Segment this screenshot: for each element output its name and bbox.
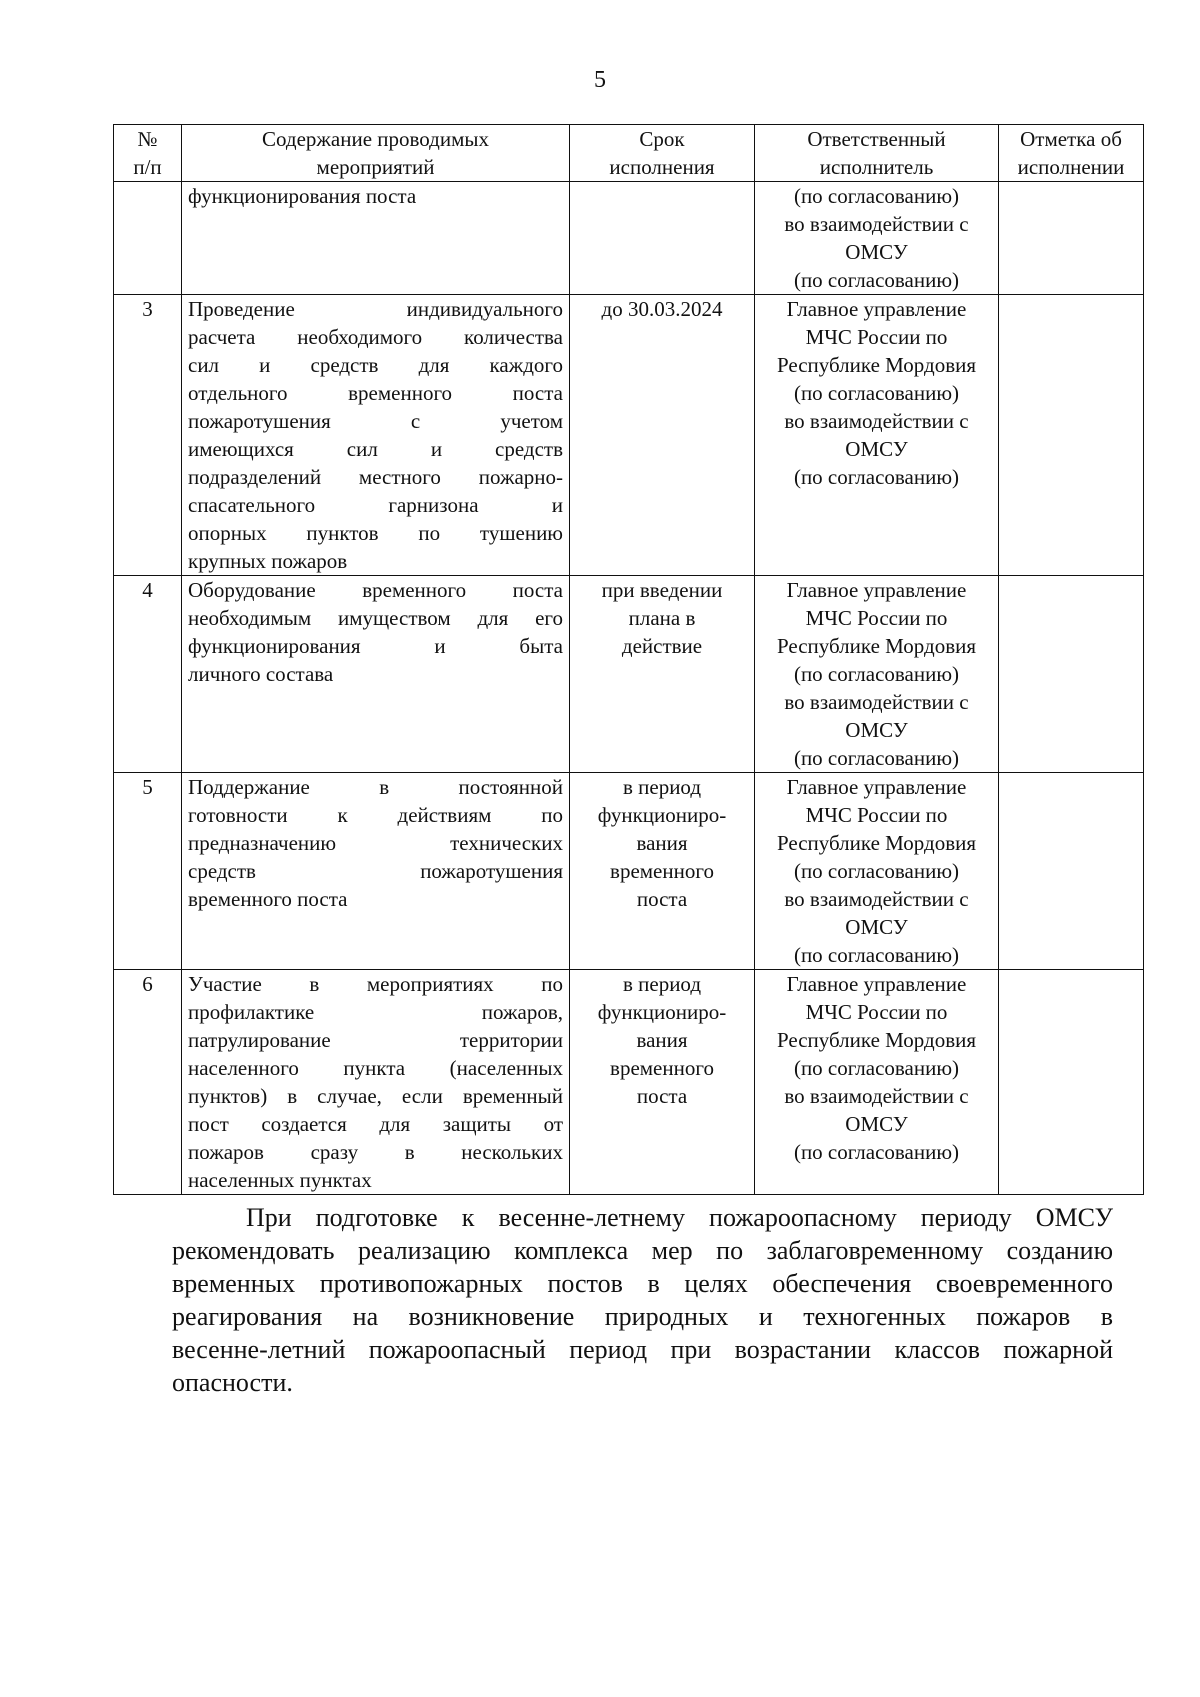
paragraph-line: весенне-летний пожароопасный период при возрастании классов пожарной (172, 1335, 1113, 1364)
paragraph-line: реагирования на возникновение природных и техногенных пожаров в (172, 1302, 1113, 1331)
deadline (570, 182, 755, 295)
header-responsible (755, 125, 999, 182)
measure-content (182, 182, 570, 295)
text-line: (по согласованию) (793, 943, 960, 967)
paragraph-line: опасности. (172, 1368, 293, 1397)
text-line: при введении (601, 578, 723, 602)
text-line: крупных пожаров (188, 549, 348, 573)
text-line: подразделений местного пожарно- (188, 465, 563, 489)
text-line: ОМСУ (845, 240, 908, 264)
table-row (114, 970, 1144, 1195)
text-line: (по согласованию) (793, 746, 960, 770)
paragraph-line: При подготовке к весенне-летнему пожароопасному периоду ОМСУ (246, 1203, 1113, 1232)
responsible-executor (755, 970, 999, 1195)
text-line: в период (622, 775, 702, 799)
paragraph-line: временных противопожарных постов в целях обеспечения своевременного (172, 1269, 1113, 1298)
text-line: временного (610, 1056, 714, 1080)
body-paragraph (172, 1201, 1113, 1399)
row-number (114, 182, 182, 295)
text-line: ОМСУ (845, 915, 908, 939)
text-line: Отметка об (1020, 127, 1122, 151)
text-line: пожаров сразу в нескольких (188, 1140, 563, 1164)
header-num (114, 125, 182, 182)
text-line: Проведение индивидуального (188, 297, 563, 321)
text-line: функционирования поста (188, 184, 417, 208)
text-line: № (137, 127, 158, 151)
text-line: патрулирование территории (188, 1028, 563, 1052)
text-line: (по согласованию) (793, 184, 960, 208)
deadline (570, 576, 755, 773)
text-line: средств пожаротушения (188, 859, 563, 883)
text-line: имеющихся сил и средств (188, 437, 563, 461)
text-line: (по согласованию) (793, 859, 960, 883)
text-line: Поддержание в постоянной (188, 775, 563, 799)
text-line: временного поста (188, 887, 348, 911)
text-line: опорных пунктов по тушению (188, 521, 563, 545)
execution-mark (999, 576, 1144, 773)
text-line: исполнитель (819, 155, 934, 179)
table-row (114, 576, 1144, 773)
responsible-executor (755, 576, 999, 773)
text-line: (по согласованию) (793, 662, 960, 686)
text-line: во взаимодействии с (784, 1084, 969, 1108)
text-line: п/п (133, 155, 162, 179)
responsible-executor (755, 295, 999, 576)
text-line: Главное управление (786, 578, 967, 602)
execution-mark (999, 182, 1144, 295)
text-line: населенных пунктах (188, 1168, 372, 1192)
text-line: исполнении (1017, 155, 1125, 179)
measures-table (113, 124, 1144, 1195)
row-number: 6 (114, 970, 182, 1195)
deadline (570, 970, 755, 1195)
deadline (570, 773, 755, 970)
text-line: действие (621, 634, 703, 658)
table-body (114, 182, 1144, 1195)
text-line: Республике Мордовия (776, 634, 977, 658)
text-line: функциониро- (597, 803, 727, 827)
text-line: функциониро- (597, 1000, 727, 1024)
text-line: спасательного гарнизона и (188, 493, 563, 517)
text-line: (по согласованию) (793, 268, 960, 292)
execution-mark (999, 295, 1144, 576)
execution-mark (999, 970, 1144, 1195)
text-line: ОМСУ (845, 437, 908, 461)
text-line: мероприятий (316, 155, 435, 179)
responsible-executor (755, 773, 999, 970)
measure-content (182, 295, 570, 576)
text-line: пост создается для защиты от (188, 1112, 563, 1136)
text-line: МЧС России по (805, 325, 948, 349)
text-line: вания (636, 1028, 688, 1052)
row-number: 4 (114, 576, 182, 773)
deadline (570, 295, 755, 576)
paragraph-line: рекомендовать реализацию комплекса мер по заблаговременному созданию (172, 1236, 1113, 1265)
text-line: функционирования и быта (188, 634, 563, 658)
text-line: поста (636, 1084, 688, 1108)
row-number: 3 (114, 295, 182, 576)
text-line: необходимым имуществом для его (188, 606, 563, 630)
text-line: Республике Мордовия (776, 1028, 977, 1052)
text-line: Республике Мордовия (776, 831, 977, 855)
table-row (114, 182, 1144, 295)
header-content (182, 125, 570, 182)
text-line: во взаимодействии с (784, 409, 969, 433)
text-line: (по согласованию) (793, 1056, 960, 1080)
text-line: (по согласованию) (793, 381, 960, 405)
header-term (570, 125, 755, 182)
text-line: пожаротушения с учетом (188, 409, 563, 433)
text-line: Срок (639, 127, 685, 151)
text-line: расчета необходимого количества (188, 325, 563, 349)
text-line: исполнения (609, 155, 715, 179)
text-line: профилактике пожаров, (188, 1000, 563, 1024)
text-line: (по согласованию) (793, 1140, 960, 1164)
text-line: до 30.03.2024 (601, 297, 723, 321)
execution-mark (999, 773, 1144, 970)
text-line: во взаимодействии с (784, 887, 969, 911)
text-line: Оборудование временного поста (188, 578, 563, 602)
text-line: в период (622, 972, 702, 996)
text-line: Содержание проводимых (261, 127, 489, 151)
text-line: пунктов) в случае, если временный (188, 1084, 563, 1108)
text-line: предназначению технических (188, 831, 563, 855)
text-line: готовности к действиям по (188, 803, 563, 827)
row-number: 5 (114, 773, 182, 970)
header-row (114, 125, 1144, 182)
measure-content (182, 773, 570, 970)
text-line: МЧС России по (805, 606, 948, 630)
text-line: Республике Мордовия (776, 353, 977, 377)
measure-content (182, 970, 570, 1195)
table-row (114, 295, 1144, 576)
text-line: поста (636, 887, 688, 911)
text-line: вания (636, 831, 688, 855)
table-row (114, 773, 1144, 970)
text-line: Ответственный (807, 127, 946, 151)
text-line: (по согласованию) (793, 465, 960, 489)
table-header (114, 125, 1144, 182)
text-line: плана в (628, 606, 696, 630)
text-line: МЧС России по (805, 803, 948, 827)
text-line: сил и средств для каждого (188, 353, 563, 377)
text-line: ОМСУ (845, 1112, 908, 1136)
text-line: временного (610, 859, 714, 883)
text-line: отдельного временного поста (188, 381, 563, 405)
page-number: 5 (594, 67, 606, 93)
text-line: личного состава (188, 662, 334, 686)
text-line: населенного пункта (населенных (188, 1056, 563, 1080)
header-mark (999, 125, 1144, 182)
text-line: во взаимодействии с (784, 212, 969, 236)
text-line: Главное управление (786, 775, 967, 799)
text-line: Главное управление (786, 972, 967, 996)
text-line: Участие в мероприятиях по (188, 972, 563, 996)
text-line: Главное управление (786, 297, 967, 321)
responsible-executor (755, 182, 999, 295)
text-line: во взаимодействии с (784, 690, 969, 714)
text-line: МЧС России по (805, 1000, 948, 1024)
text-line: ОМСУ (845, 718, 908, 742)
measure-content (182, 576, 570, 773)
